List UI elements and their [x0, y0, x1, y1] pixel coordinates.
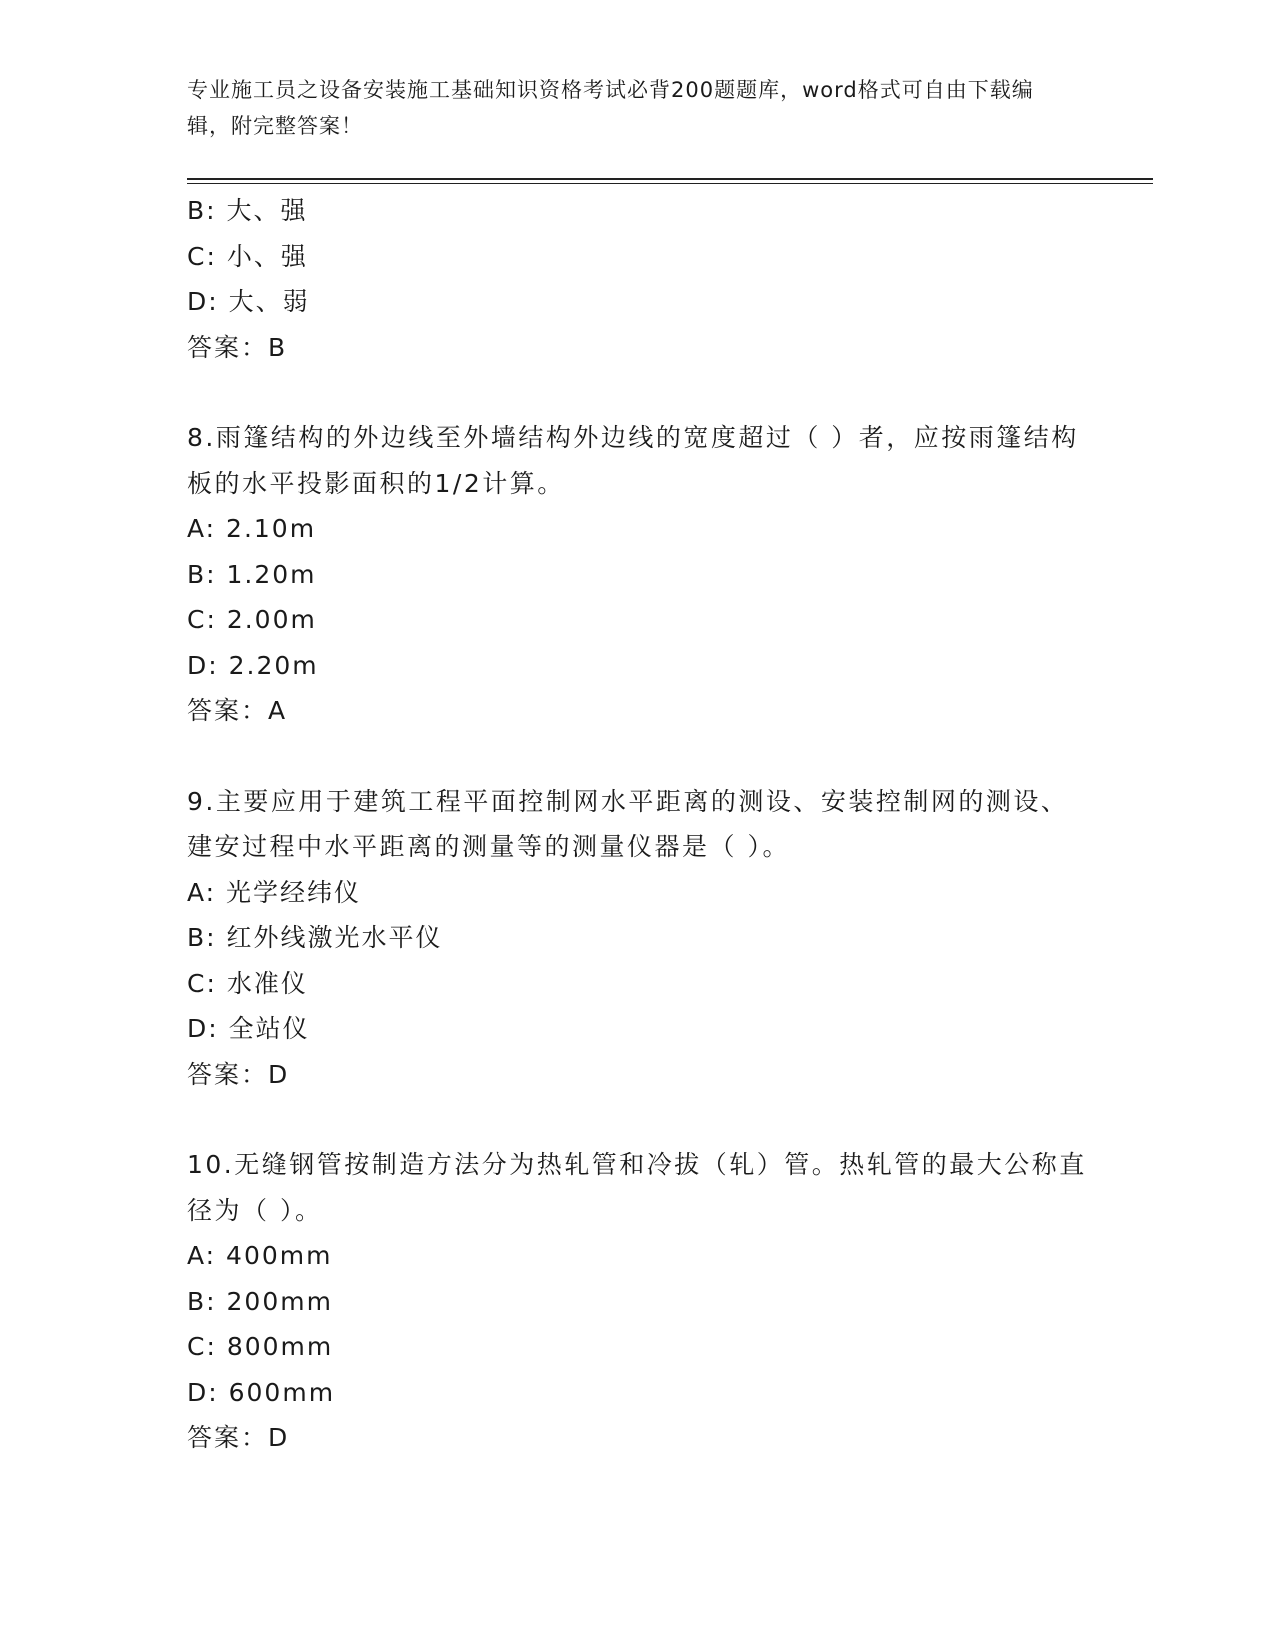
option-d: D: 600mm: [187, 1377, 336, 1407]
option-d: D: 全站仪: [187, 1014, 310, 1043]
answer: 答案：D: [187, 1059, 290, 1089]
question-10: [187, 1142, 1087, 1461]
question-stem: 9.主要应用于建筑工程平面控制网水平距离的测设、安装控制网的测设、建安过程中水平距离的测量等的测量仪器是（ ）。: [187, 786, 1069, 861]
question-8: [187, 415, 1087, 734]
option-a: A: 2.10m: [187, 514, 317, 543]
option-c: C: 水准仪: [187, 968, 308, 998]
option-c: C: 小、强: [187, 241, 308, 271]
question-list: [187, 188, 1087, 1461]
option-d: D: 大、弱: [187, 287, 310, 316]
answer: 答案：B: [187, 332, 288, 362]
option-d: D: 2.20m: [187, 650, 319, 680]
option-c: C: 2.00m: [187, 605, 317, 634]
option-a: A: 400mm: [187, 1241, 333, 1270]
option-b: B: 红外线激光水平仪: [187, 923, 443, 952]
question-stem: 10.无缝钢管按制造方法分为热轧管和冷拔（轧）管。热轧管的最大公称直径为（ ）。: [187, 1150, 1087, 1225]
question-9: [187, 779, 1087, 1098]
prev-question-tail: [187, 188, 1087, 370]
answer: 答案：A: [187, 696, 288, 725]
answer: 答案：D: [187, 1423, 290, 1452]
page-header: 专业施工员之设备安装施工基础知识资格考试必背200题题库，word格式可自由下载编辑，附完整答案！: [187, 78, 1034, 138]
option-c: C: 800mm: [187, 1332, 334, 1361]
option-b: B: 1.20m: [187, 559, 317, 589]
header-divider-thick: [187, 178, 1153, 180]
header-divider-thin: [187, 183, 1153, 184]
question-stem: 8.雨篷结构的外边线至外墙结构外边线的宽度超过（ ）者，应按雨篷结构板的水平投影面积的1/2计算。: [187, 423, 1079, 498]
option-b: B: 200mm: [187, 1286, 333, 1316]
option-b: B: 大、强: [187, 196, 308, 225]
option-a: A: 光学经纬仪: [187, 877, 362, 907]
